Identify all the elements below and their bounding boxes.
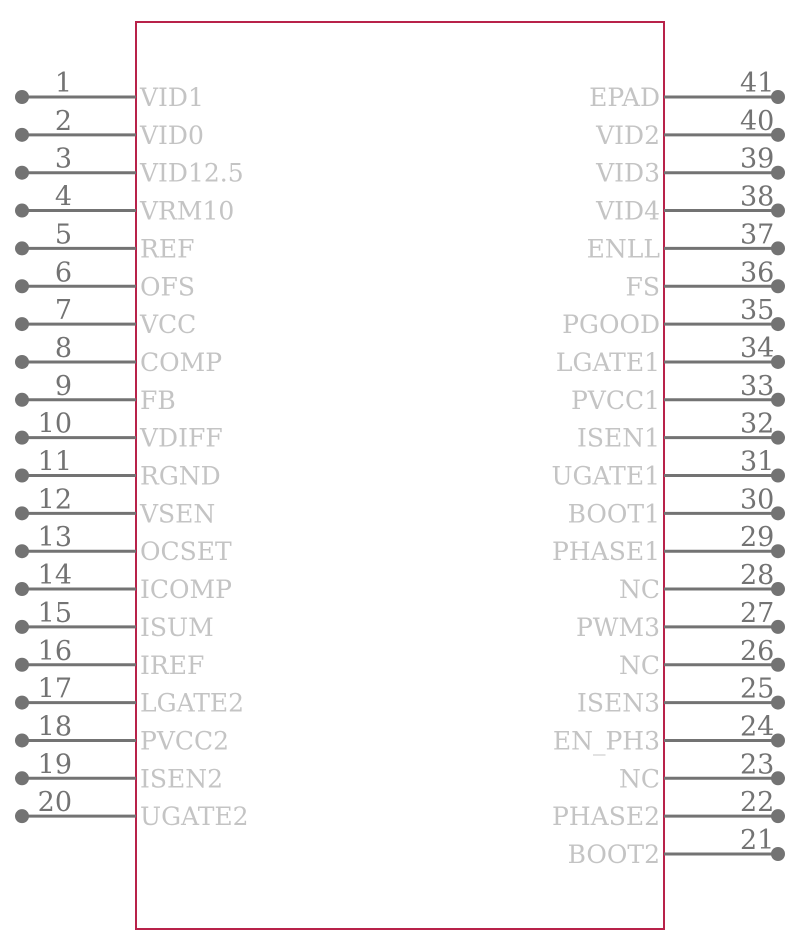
pin-name: BOOT1 (567, 499, 660, 529)
pin-7 (15, 295, 196, 339)
pin-number: 25 (740, 673, 775, 705)
pin-name: EN_PH3 (552, 726, 660, 756)
pin-terminal-dot (15, 90, 29, 104)
pin-name: VID0 (140, 120, 204, 150)
pin-number: 18 (37, 711, 72, 743)
pin-number: 14 (37, 560, 72, 592)
pin-name: FB (140, 385, 176, 415)
pin-terminal-dot (15, 506, 29, 520)
pin-number: 30 (740, 484, 775, 516)
pin-terminal-dot (15, 771, 29, 785)
pin-number: 17 (37, 673, 72, 705)
pin-number: 7 (54, 295, 72, 327)
pin-name: PHASE2 (552, 802, 660, 832)
pin-number: 16 (37, 635, 72, 667)
pin-terminal-dot (15, 620, 29, 634)
pin-5 (15, 219, 194, 263)
pin-name: ISEN1 (576, 423, 660, 453)
pin-name: NC (618, 650, 660, 680)
pin-number: 26 (740, 635, 775, 667)
pin-4 (15, 182, 234, 226)
pin-number: 8 (54, 332, 72, 364)
pin-number: 40 (740, 105, 775, 137)
pin-number: 31 (740, 446, 775, 478)
pin-number: 15 (37, 597, 72, 629)
pin-terminal-dot (15, 469, 29, 483)
pin-terminal-dot (15, 355, 29, 369)
pin-number: 13 (37, 522, 72, 554)
pin-terminal-dot (15, 733, 29, 747)
pin-name: PGOOD (562, 310, 660, 340)
pin-number: 35 (740, 295, 775, 327)
right-pin-group (551, 68, 785, 869)
pin-terminal-dot (15, 317, 29, 331)
pin-number: 12 (37, 484, 72, 516)
pin-name: UGATE2 (140, 802, 249, 832)
pin-terminal-dot (15, 166, 29, 180)
pin-name: OFS (140, 272, 195, 302)
pin-name: BOOT2 (567, 840, 660, 869)
pin-number: 37 (740, 219, 775, 251)
pin-name: LGATE2 (140, 688, 245, 718)
pin-number: 41 (740, 68, 775, 99)
pin-name: NC (618, 764, 660, 794)
pin-number: 5 (54, 219, 72, 251)
pin-name: VDIFF (140, 423, 223, 453)
pin-number: 2 (54, 105, 72, 137)
pin-name: COMP (140, 347, 223, 377)
pin-number: 4 (54, 181, 72, 213)
pin-terminal-dot (15, 544, 29, 558)
pin-name: VID12.5 (140, 158, 244, 188)
pin-name: FS (625, 272, 660, 302)
pin-number: 11 (37, 446, 72, 478)
pin-terminal-dot (15, 696, 29, 710)
pin-name: OCSET (140, 537, 232, 567)
pin-terminal-dot (15, 582, 29, 596)
pin-number: 24 (740, 711, 775, 743)
pin-number: 36 (740, 257, 775, 289)
pin-number: 19 (37, 749, 72, 781)
pin-3 (15, 144, 244, 188)
pin-name: VID3 (596, 158, 660, 188)
pin-name: RGND (140, 461, 221, 491)
pin-8 (15, 333, 222, 377)
pin-name: NC (618, 575, 660, 605)
pin-number: 9 (54, 370, 72, 402)
pin-name: PWM3 (575, 612, 660, 642)
pin-terminal-dot (15, 279, 29, 293)
pin-terminal-dot (15, 809, 29, 823)
pin-name: PHASE1 (552, 537, 660, 567)
pin-number: 27 (740, 597, 775, 629)
pin-terminal-dot (15, 128, 29, 142)
pin-name: PVCC1 (570, 385, 660, 415)
pin-number: 3 (54, 143, 72, 175)
pin-number: 21 (740, 825, 775, 856)
pin-21 (568, 825, 785, 869)
pin-name: ICOMP (140, 575, 232, 605)
pin-name: IREF (140, 650, 205, 680)
pin-name: ENLL (586, 234, 660, 264)
pin-number: 22 (740, 787, 775, 819)
pin-terminal-dot (15, 241, 29, 255)
pin-terminal-dot (15, 393, 29, 407)
pin-terminal-dot (15, 204, 29, 218)
pin-6 (15, 257, 195, 301)
pin-name: PVCC2 (140, 726, 230, 756)
pin-number: 33 (740, 370, 775, 402)
pin-20 (15, 787, 249, 831)
pin-name: ISUM (140, 612, 214, 642)
pin-name: ISEN3 (576, 688, 660, 718)
pin-name: VSEN (140, 499, 216, 529)
pin-name: VID2 (596, 120, 660, 150)
left-pin-group (15, 68, 249, 831)
pin-name: VRM10 (140, 196, 235, 226)
pin-number: 6 (54, 257, 72, 289)
pin-terminal-dot (15, 658, 29, 672)
pin-name: EPAD (589, 83, 660, 112)
pin-name: VID1 (140, 83, 204, 112)
pin-number: 29 (740, 522, 775, 554)
pin-number: 1 (54, 68, 72, 99)
pin-name: REF (140, 234, 195, 264)
pin-name: UGATE1 (551, 461, 660, 491)
pin-number: 10 (37, 408, 72, 440)
pin-name: ISEN2 (140, 764, 224, 794)
pin-number: 20 (37, 787, 72, 819)
pin-1 (15, 68, 204, 112)
pin-number: 38 (740, 181, 775, 213)
pin-number: 39 (740, 143, 775, 175)
pin-number: 34 (740, 332, 775, 364)
pin-number: 23 (740, 749, 775, 781)
pin-name: LGATE1 (555, 347, 660, 377)
pin-terminal-dot (15, 431, 29, 445)
pin-2 (15, 106, 204, 150)
pin-number: 32 (740, 408, 775, 440)
pin-name: VID4 (596, 196, 660, 226)
pin-number: 28 (740, 560, 775, 592)
pin-name: VCC (140, 310, 197, 340)
